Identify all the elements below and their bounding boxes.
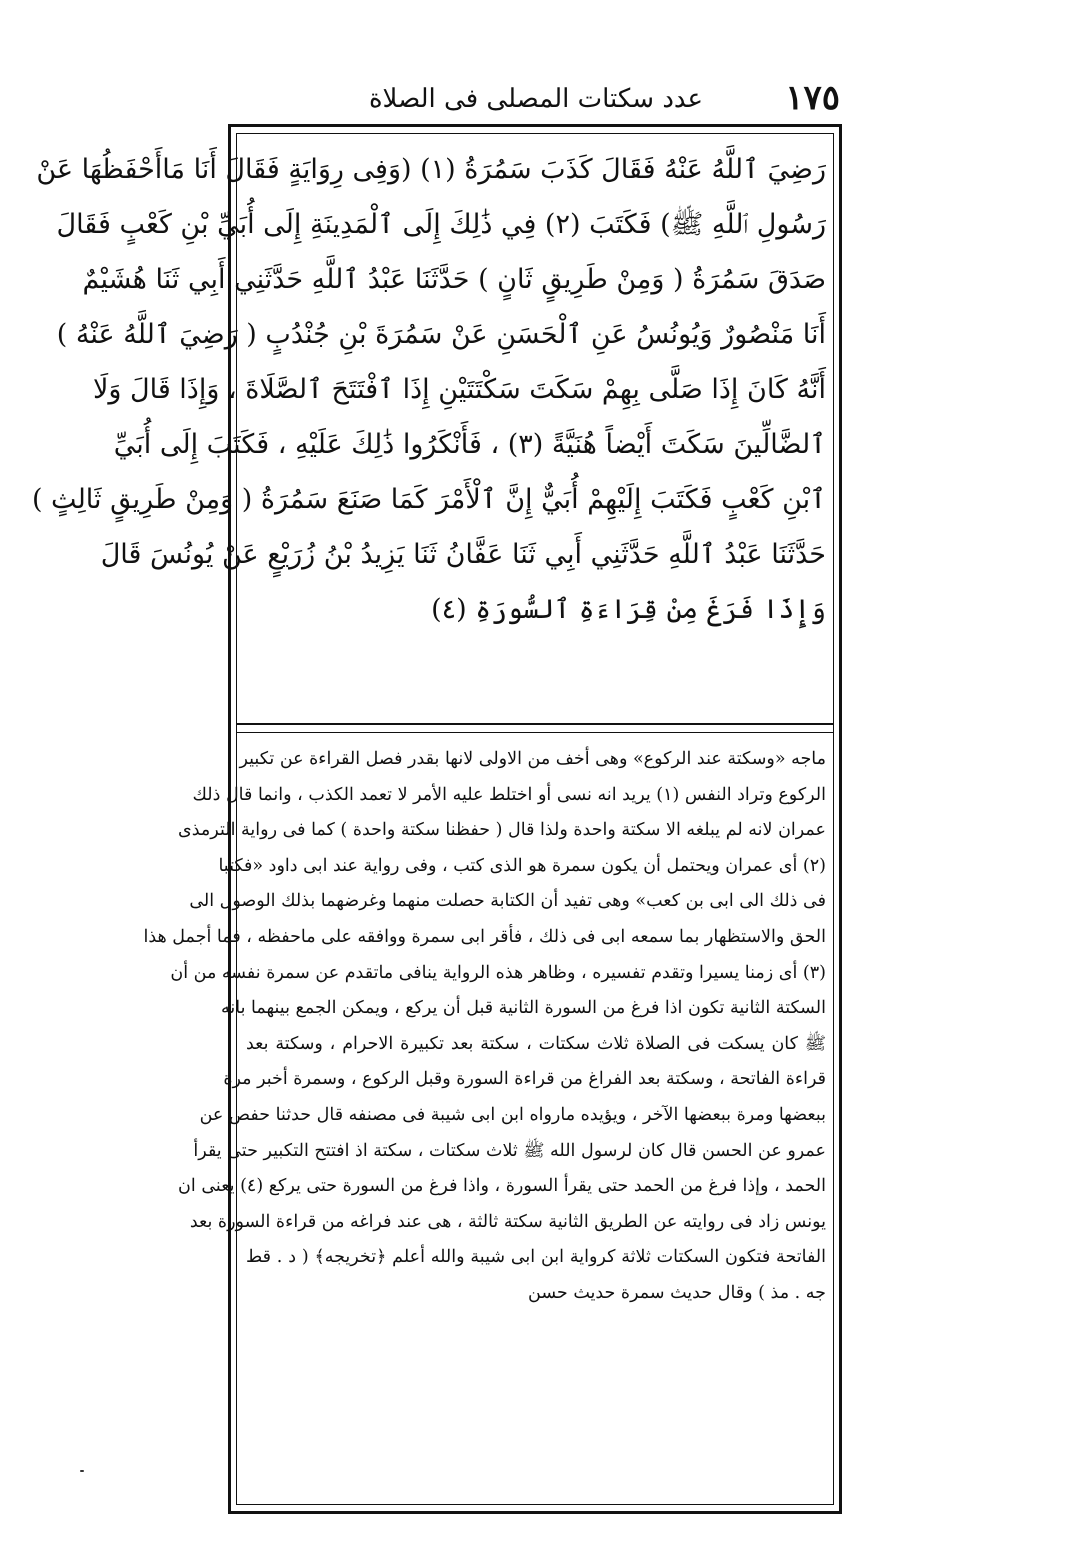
footnote-line: عمرو عن الحسن قال كان لرسول الله ﷺ ثلاث سكتات ، سكتة اذ افتتح التكبير حتى يقرأ [193,1140,826,1161]
page-number: ١٧٥ [785,78,840,118]
page-header [232,78,840,126]
footnote-line: الفاتحة فتكون السكتات ثلاثة كرواية ابن ابى شيبة والله أعلم ﴿تخريجه﴾ ( د . قط [246,1247,826,1268]
running-title: عدد سكتات المصلى فى الصلاة [368,84,704,114]
footnote-line: فى ذلك الى ابى بن كعب» وهى تفيد أن الكتابة حصلت منهما وغرضهما بذلك الوصول الى [189,891,826,912]
footnote-line: الحق والاستظهار بما سمعه ابى فى ذلك ، فأقر ابى سمرة ووافقه على ماحفظه ، فما أجمل هذا [143,926,826,947]
scan-speck [80,1470,84,1472]
hadith-line: أَنَّهُ كَانَ إِذَا صَلَّى بِهِمْ سَكَتَ سَكْتَتَيْنِ إِذَا ٱفْتَتَحَ ٱلصَّلَاةَ ، وَإِذَا قَالَ وَلَا [92,374,826,405]
hadith-text [31,142,826,637]
hadith-line: أَنَا مَنْصُورٌ وَيُونُسُ عَنِ ٱلْحَسَنِ عَنْ سَمُرَةَ بْنِ جُنْدُبٍ ( رَضِيَ ٱللَّهُ عَنْهُ ) [56,319,826,350]
footnotes-commentary [143,742,826,1312]
footnote-line: الركوع وتراد النفس (١) يريد انه نسى أو اختلط عليه الأمر لا تعمد الكذب ، وانما قال ذلك [192,784,826,805]
footnote-line: جه . مذ ) وقال حديث سمرة حديث حسن [528,1282,826,1303]
footnote-line: قراءة الفاتحة ، وسكتة بعد الفراغ من قراءة السورة وقبل الركوع ، وسمرة أخبر مرة [223,1069,826,1090]
footnote-line: عمران لانه لم يبلغه الا سكتة واحدة ولذا قال ( حفظنا سكتة واحدة ) كما فى رواية الترمذى [178,820,826,841]
footnote-line: الحمد ، وإذا فرغ من الحمد حتى يقرأ السورة ، واذا فرغ من السورة حتى يركع (٤) يعنى ان [178,1176,826,1197]
hadith-line: ٱبْنِ كَعْبٍ فَكَتَبَ إِلَيْهِمْ أُبَيٌّ إِنَّ ٱلْأَمْرَ كَمَا صَنَعَ سَمُرَةُ ( وَمِنْ طَرِيقٍ ثَالِثٍ ) [31,484,826,515]
footnote-line: ﷺ كان يسكت فى الصلاة ثلاث سكتات ، سكتة بعد تكبيرة الاحرام ، وسكتة بعد [246,1033,826,1054]
hadith-line: حَدَّثَنَا عَبْدُ ٱللَّهِ حَدَّثَنِي أَبِي ثَنَا عَفَّانُ ثَنَا يَزِيدُ بْنُ زُرَيْعٍ عَنْ يُونُسَ قَالَ [100,539,826,570]
hadith-line: ٱلضَّالِّينَ سَكَتَ أَيْضاً هُنَيَّةً (٣) ، فَأَنْكَرُوا ذَٰلِكَ عَلَيْهِ ، فَكَتَبَ إِلَى أُبَيِّ [113,429,826,460]
hadith-line: وَإِذَا فَرَغَ مِنْ قِرَاءَةِ ٱلسُّورَةِ (٤) [431,594,826,625]
footnote-line: ببعضها ومرة ببعضها الآخر ، ويؤيده مارواه ابن ابى شيبة فى مصنفه قال حدثنا حفص عن [199,1104,826,1125]
hadith-line: رَضِيَ ٱللَّهُ عَنْهُ فَقَالَ كَذَبَ سَمُرَةُ (١) (وَفِى رِوَايَةٍ فَقَالَ أَنَا مَاأَحْفَظُهَا عَنْ [36,154,826,185]
footnote-line: يونس زاد فى روايته عن الطريق الثانية سكتة ثالثة ، هى عند فراغه من قراءة السورة بعد [189,1211,826,1232]
footnote-line: (٢) أى عمران ويحتمل أن يكون سمرة هو الذى كتب ، وفى رواية عند ابى داود «فكتبا [218,855,826,876]
section-divider [236,723,834,725]
section-divider-thin [236,732,834,733]
footnote-line: (٣) أى زمنا يسيرا وتقدم تفسيره ، وظاهر هذه الرواية ينافى ماتقدم عن سمرة نفسه من أن [170,962,826,983]
footnote-line: ماجه «وسكتة عند الركوع» وهى أخف من الاولى لانها بقدر فصل القراءة عن تكبير [239,749,826,769]
footnote-line: السكتة الثانية تكون اذا فرغ من السورة الثانية قبل أن يركع ، ويمكن الجمع بينهما بانه [220,998,826,1019]
hadith-line: رَسُولِ ٱللَّهِ ﷺ) فَكَتَبَ (٢) فِي ذَٰلِكَ إِلَى ٱلْمَدِينَةِ إِلَى أُبَيِّ بْنِ كَعْبٍ فَقَالَ [56,209,826,240]
hadith-line: صَدَقَ سَمُرَةُ ( وَمِنْ طَرِيقٍ ثَانٍ ) حَدَّثَنَا عَبْدُ ٱللَّهِ حَدَّثَنِي أَبِي ثَنَا هُشَيْمٌ [82,264,826,295]
